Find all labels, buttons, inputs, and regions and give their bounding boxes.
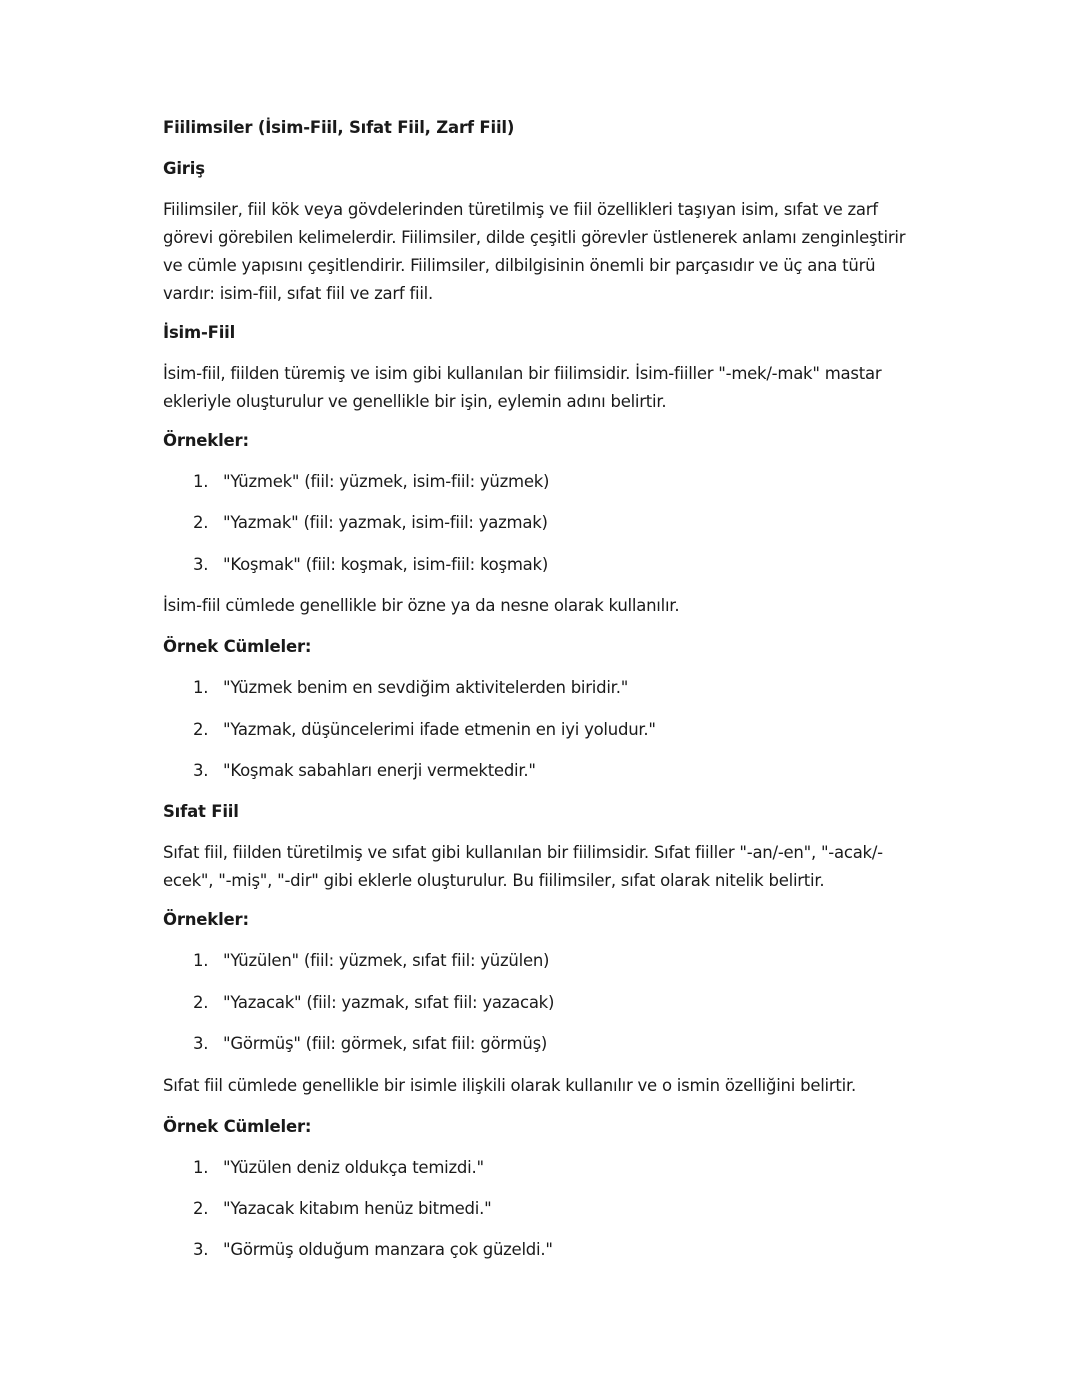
list-number: 3. xyxy=(193,760,209,780)
list-number: 1. xyxy=(193,1157,209,1177)
list-item-text: "Yüzmek" (fiil: yüzmek, isim-fiil: yüzmek) xyxy=(223,472,550,491)
isim-fiil-heading: İsim-Fiil xyxy=(163,323,236,342)
sifat-fiil-paragraph: Sıfat fiil, fiilden türetilmiş ve sıfat gibi kullanılan bir fiilimsidir. Sıfat fiiller "-an/-en", "-acak/-ecek", "-miş", "-dir" gibi eklerle oluşturulur. Bu fiilimsiler, sıfat olarak nitelik belirtir. xyxy=(163,843,883,891)
sifat-fiil-heading: Sıfat Fiil xyxy=(163,802,239,822)
isim-fiil-paragraph: İsim-fiil, fiilden türemiş ve isim gibi kullanılan bir fiilimsidir. İsim-fiiller "-mek/-mak" mastar ekleriyle oluşturulur ve genellikle bir işin, eylemin adını belirtir. xyxy=(163,364,882,411)
list-item-text: "Yazmak" (fiil: yazmak, isim-fiil: yazmak) xyxy=(223,513,548,533)
intro-heading: Giriş xyxy=(163,159,205,178)
intro-paragraph: Fiilimsiler, fiil kök veya gövdelerinden türetilmiş ve fiil özellikleri taşıyan isim, sıfat ve zarf görevi görebilen kelimelerdir. Fiilimsiler, dilde çeşitli görevler üstlenerek anlamı zenginleştirir ve cümle yapısını çeşitlendirir. Fiilimsiler, dilbilgisinin önemli bir parçasıdır ve üç ana türü vardır: isim-fiil, sıfat fiil ve zarf fiil. xyxy=(163,200,906,303)
list-item xyxy=(163,676,923,700)
sifat-fiil-examples-list xyxy=(163,949,923,1056)
list-number: 3. xyxy=(193,1240,209,1260)
list-item-text: "Yazacak" (fiil: yazmak, sıfat fiil: yazacak) xyxy=(223,992,555,1012)
document-page xyxy=(163,116,923,1280)
list-item-text: "Yüzülen deniz oldukça temizdi." xyxy=(223,1157,484,1177)
list-item-text: "Yüzülen" (fiil: yüzmek, sıfat fiil: yüzülen) xyxy=(223,951,550,971)
list-item xyxy=(163,991,923,1015)
isim-fiil-examples-list xyxy=(163,470,923,577)
list-item xyxy=(163,1238,923,1262)
sifat-fiil-usage-note: Sıfat fiil cümlede genellikle bir isimle ilişkili olarak kullanılır ve o ismin özelliğini belirtir. xyxy=(163,1075,856,1095)
list-item xyxy=(163,511,923,535)
isim-fiil-sentences-heading: Örnek Cümleler: xyxy=(163,637,312,657)
list-item xyxy=(163,553,923,577)
document-title: Fiilimsiler (İsim-Fiil, Sıfat Fiil, Zarf Fiil) xyxy=(163,118,515,137)
list-item-text: "Koşmak" (fiil: koşmak, isim-fiil: koşmak) xyxy=(223,554,549,574)
list-number: 1. xyxy=(193,678,209,698)
list-item-text: "Yazmak, düşüncelerimi ifade etmenin en iyi yoludur." xyxy=(223,719,656,739)
sifat-fiil-sentences-heading: Örnek Cümleler: xyxy=(163,1116,312,1136)
list-number: 2. xyxy=(193,1198,209,1218)
list-number: 3. xyxy=(193,1034,209,1054)
list-number: 3. xyxy=(193,554,209,574)
list-item xyxy=(163,1032,923,1056)
list-item-text: "Koşmak sabahları enerji vermektedir." xyxy=(223,760,536,780)
sifat-fiil-sentences-list xyxy=(163,1156,923,1263)
list-item xyxy=(163,470,923,494)
sifat-fiil-examples-heading: Örnekler: xyxy=(163,910,249,930)
list-number: 2. xyxy=(193,992,209,1012)
isim-fiil-sentences-list xyxy=(163,676,923,783)
isim-fiil-examples-heading: Örnekler: xyxy=(163,431,249,450)
list-item xyxy=(163,1156,923,1180)
list-number: 1. xyxy=(193,472,209,491)
list-number: 1. xyxy=(193,951,209,971)
list-item xyxy=(163,718,923,742)
list-item-text: "Görmüş" (fiil: görmek, sıfat fiil: görmüş) xyxy=(223,1034,548,1054)
list-number: 2. xyxy=(193,513,209,533)
list-item xyxy=(163,1197,923,1221)
list-item xyxy=(163,949,923,973)
list-item-text: "Yazacak kitabım henüz bitmedi." xyxy=(223,1198,492,1218)
list-item-text: "Yüzmek benim en sevdiğim aktivitelerden biridir." xyxy=(223,678,629,698)
isim-fiil-usage-note: İsim-fiil cümlede genellikle bir özne ya da nesne olarak kullanılır. xyxy=(163,596,680,616)
list-number: 2. xyxy=(193,719,209,739)
list-item xyxy=(163,759,923,783)
list-item-text: "Görmüş olduğum manzara çok güzeldi." xyxy=(223,1240,553,1260)
